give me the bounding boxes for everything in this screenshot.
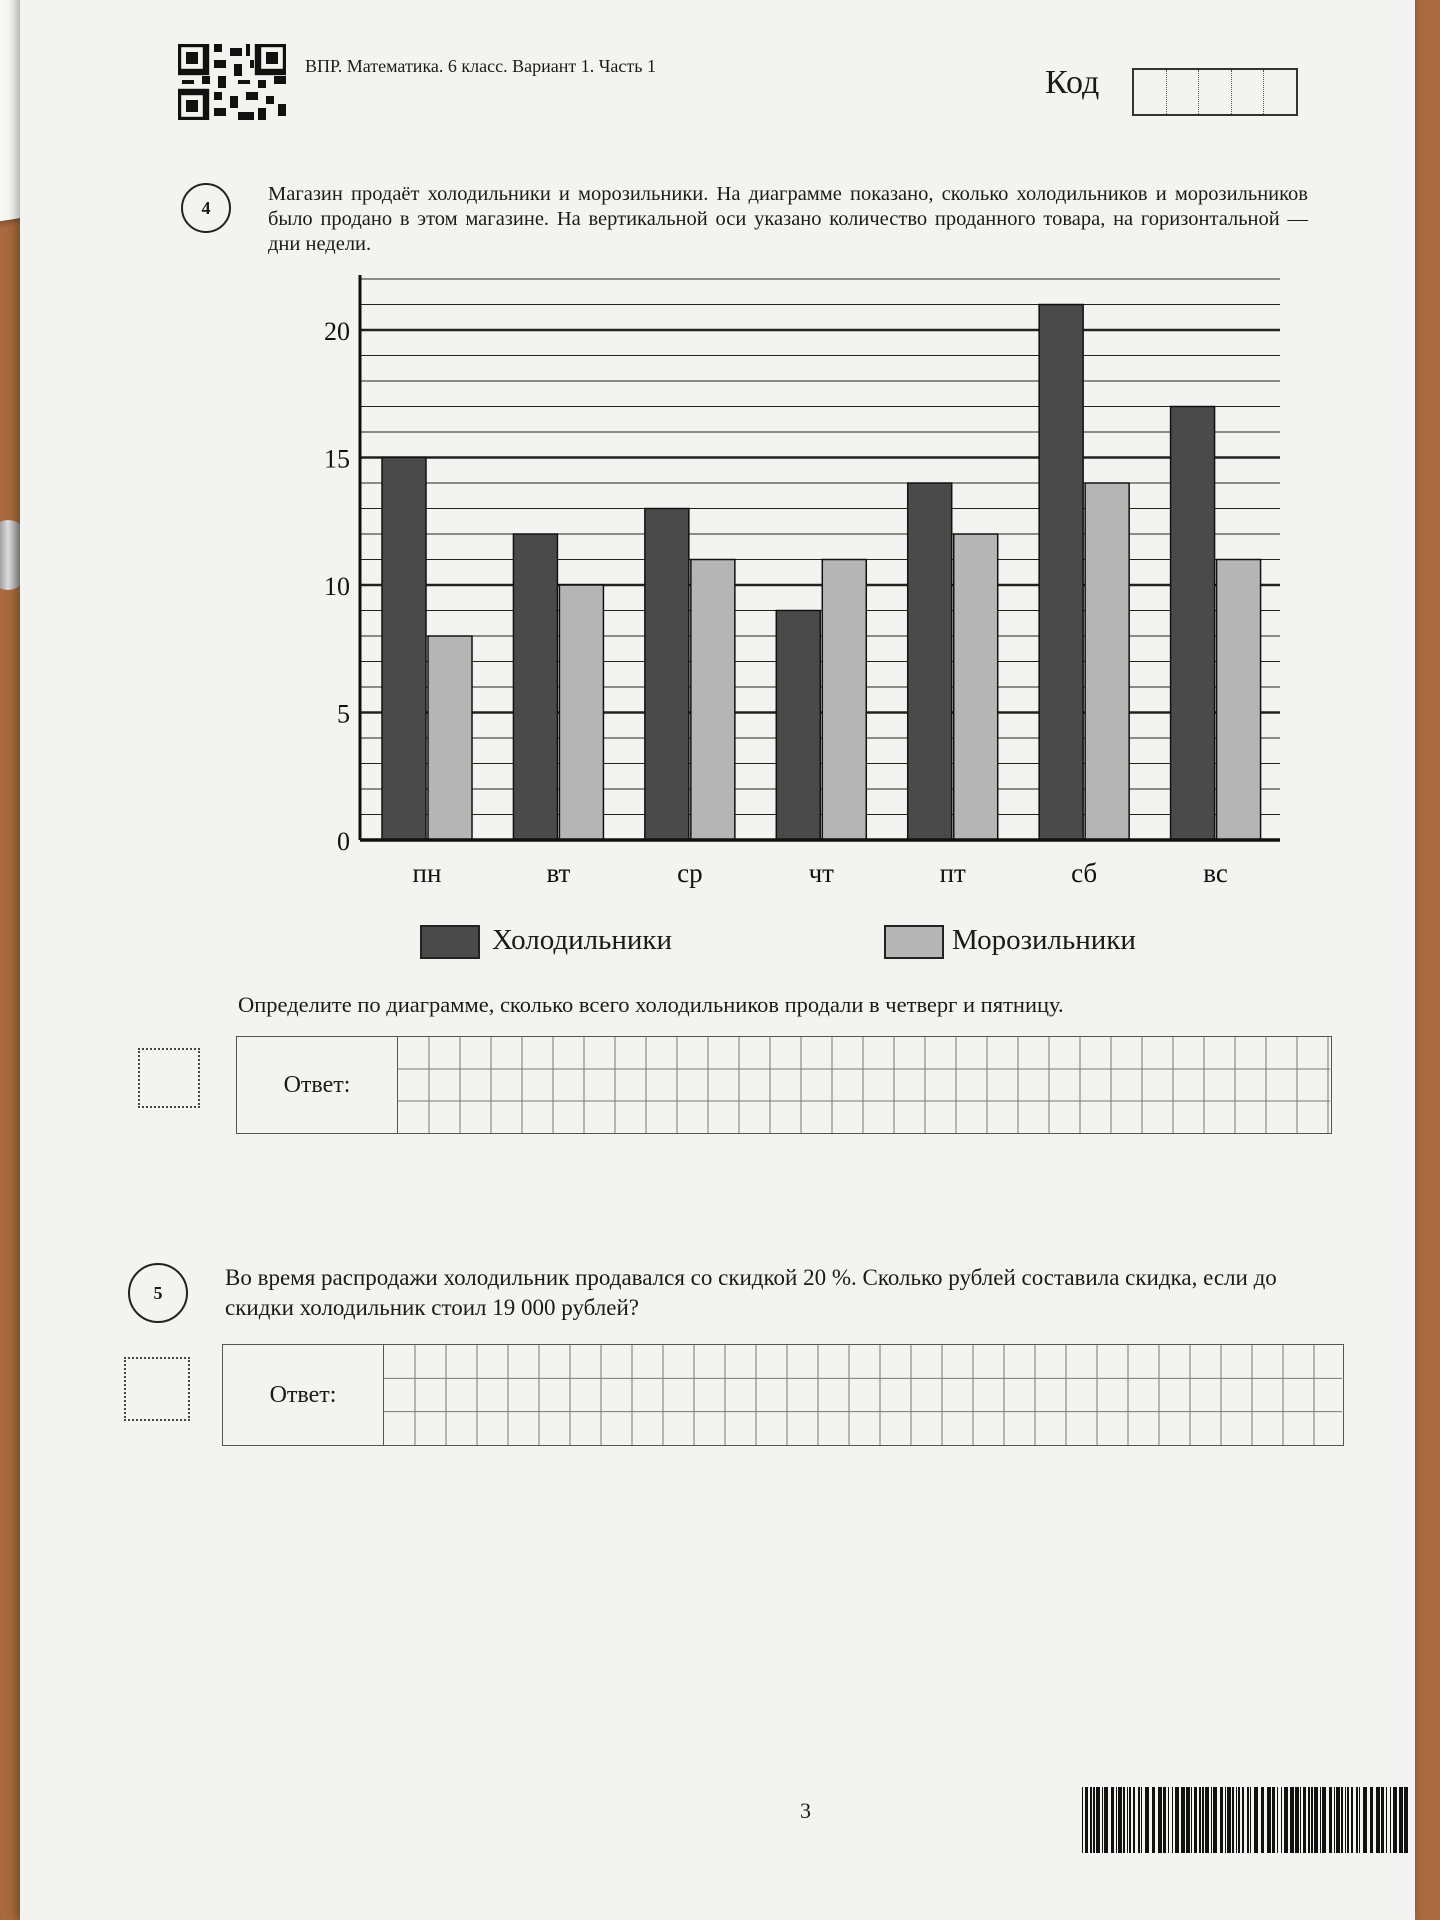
task5-answer-grid[interactable] [383, 1345, 1343, 1445]
bar-freezers-ср [691, 560, 735, 841]
barcode-icon [1082, 1787, 1412, 1853]
bar-fridges-вс [1171, 407, 1215, 841]
x-tick-label: вт [546, 858, 571, 888]
bar-freezers-пн [428, 636, 472, 840]
y-tick-label: 5 [337, 699, 350, 729]
task4-score-box [138, 1048, 200, 1108]
bar-fridges-чт [776, 611, 820, 841]
bar-fridges-пт [908, 483, 952, 840]
x-tick-label: вс [1203, 858, 1228, 888]
task4-number: 4 [181, 183, 231, 233]
legend-swatch-freezers [884, 925, 944, 959]
y-tick-label: 0 [337, 827, 350, 856]
page-number: 3 [800, 1798, 811, 1823]
task4-answer-label: Ответ: [283, 1071, 351, 1098]
qr-code-icon [178, 44, 286, 120]
bar-fridges-сб [1039, 305, 1083, 841]
task4-answer-grid[interactable] [397, 1037, 1331, 1133]
legend-label-fridges: Холодильники [492, 924, 672, 956]
bar-chart [320, 275, 1300, 905]
task4-text: Магазин продаёт холодильники и морозильники. На диаграмме показано, сколько холодильников и морозильников было продано в этом магазине. На вертикальной оси указано количество проданного товара, на горизонтальной — дни недели. [268, 183, 1308, 255]
bar-freezers-вт [559, 585, 603, 840]
legend-label-freezers: Морозильники [952, 924, 1136, 956]
chart-bars [382, 305, 1261, 841]
y-tick-label: 10 [324, 572, 350, 601]
y-tick-label: 20 [324, 317, 350, 346]
bar-fridges-пн [382, 458, 426, 841]
x-tick-label: пн [412, 858, 442, 888]
bar-freezers-пт [954, 534, 998, 840]
task5-score-box [124, 1357, 190, 1421]
task5-number: 5 [128, 1263, 188, 1323]
exam-page [20, 0, 1415, 1920]
bar-freezers-сб [1085, 483, 1129, 840]
code-input-boxes[interactable] [1132, 68, 1298, 116]
x-tick-label: пт [939, 858, 966, 888]
task4-question: Определите по диаграмме, сколько всего холодильников продали в четверг и пятницу. [238, 992, 1064, 1017]
legend-swatch-fridges [420, 925, 480, 959]
x-tick-label: ср [677, 858, 703, 888]
task5-text: Во время распродажи холодильник продавался со скидкой 20 %. Сколько рублей составила скидка, если до скидки холодильник стоил 19 000 рублей? [225, 1265, 1277, 1320]
bar-freezers-чт [822, 560, 866, 841]
bar-fridges-ср [645, 509, 689, 841]
y-tick-label: 15 [324, 444, 350, 474]
code-label: Код [1045, 64, 1100, 101]
x-tick-label: чт [808, 858, 834, 888]
bar-fridges-вт [513, 534, 557, 840]
task5-answer-label: Ответ: [269, 1381, 337, 1408]
task5-answer-box[interactable] [222, 1344, 1344, 1446]
x-tick-label: сб [1071, 858, 1098, 888]
header-title: ВПР. Математика. 6 класс. Вариант 1. Часть 1 [305, 56, 656, 76]
bar-freezers-вс [1217, 560, 1261, 841]
task4-answer-box[interactable] [236, 1036, 1332, 1134]
